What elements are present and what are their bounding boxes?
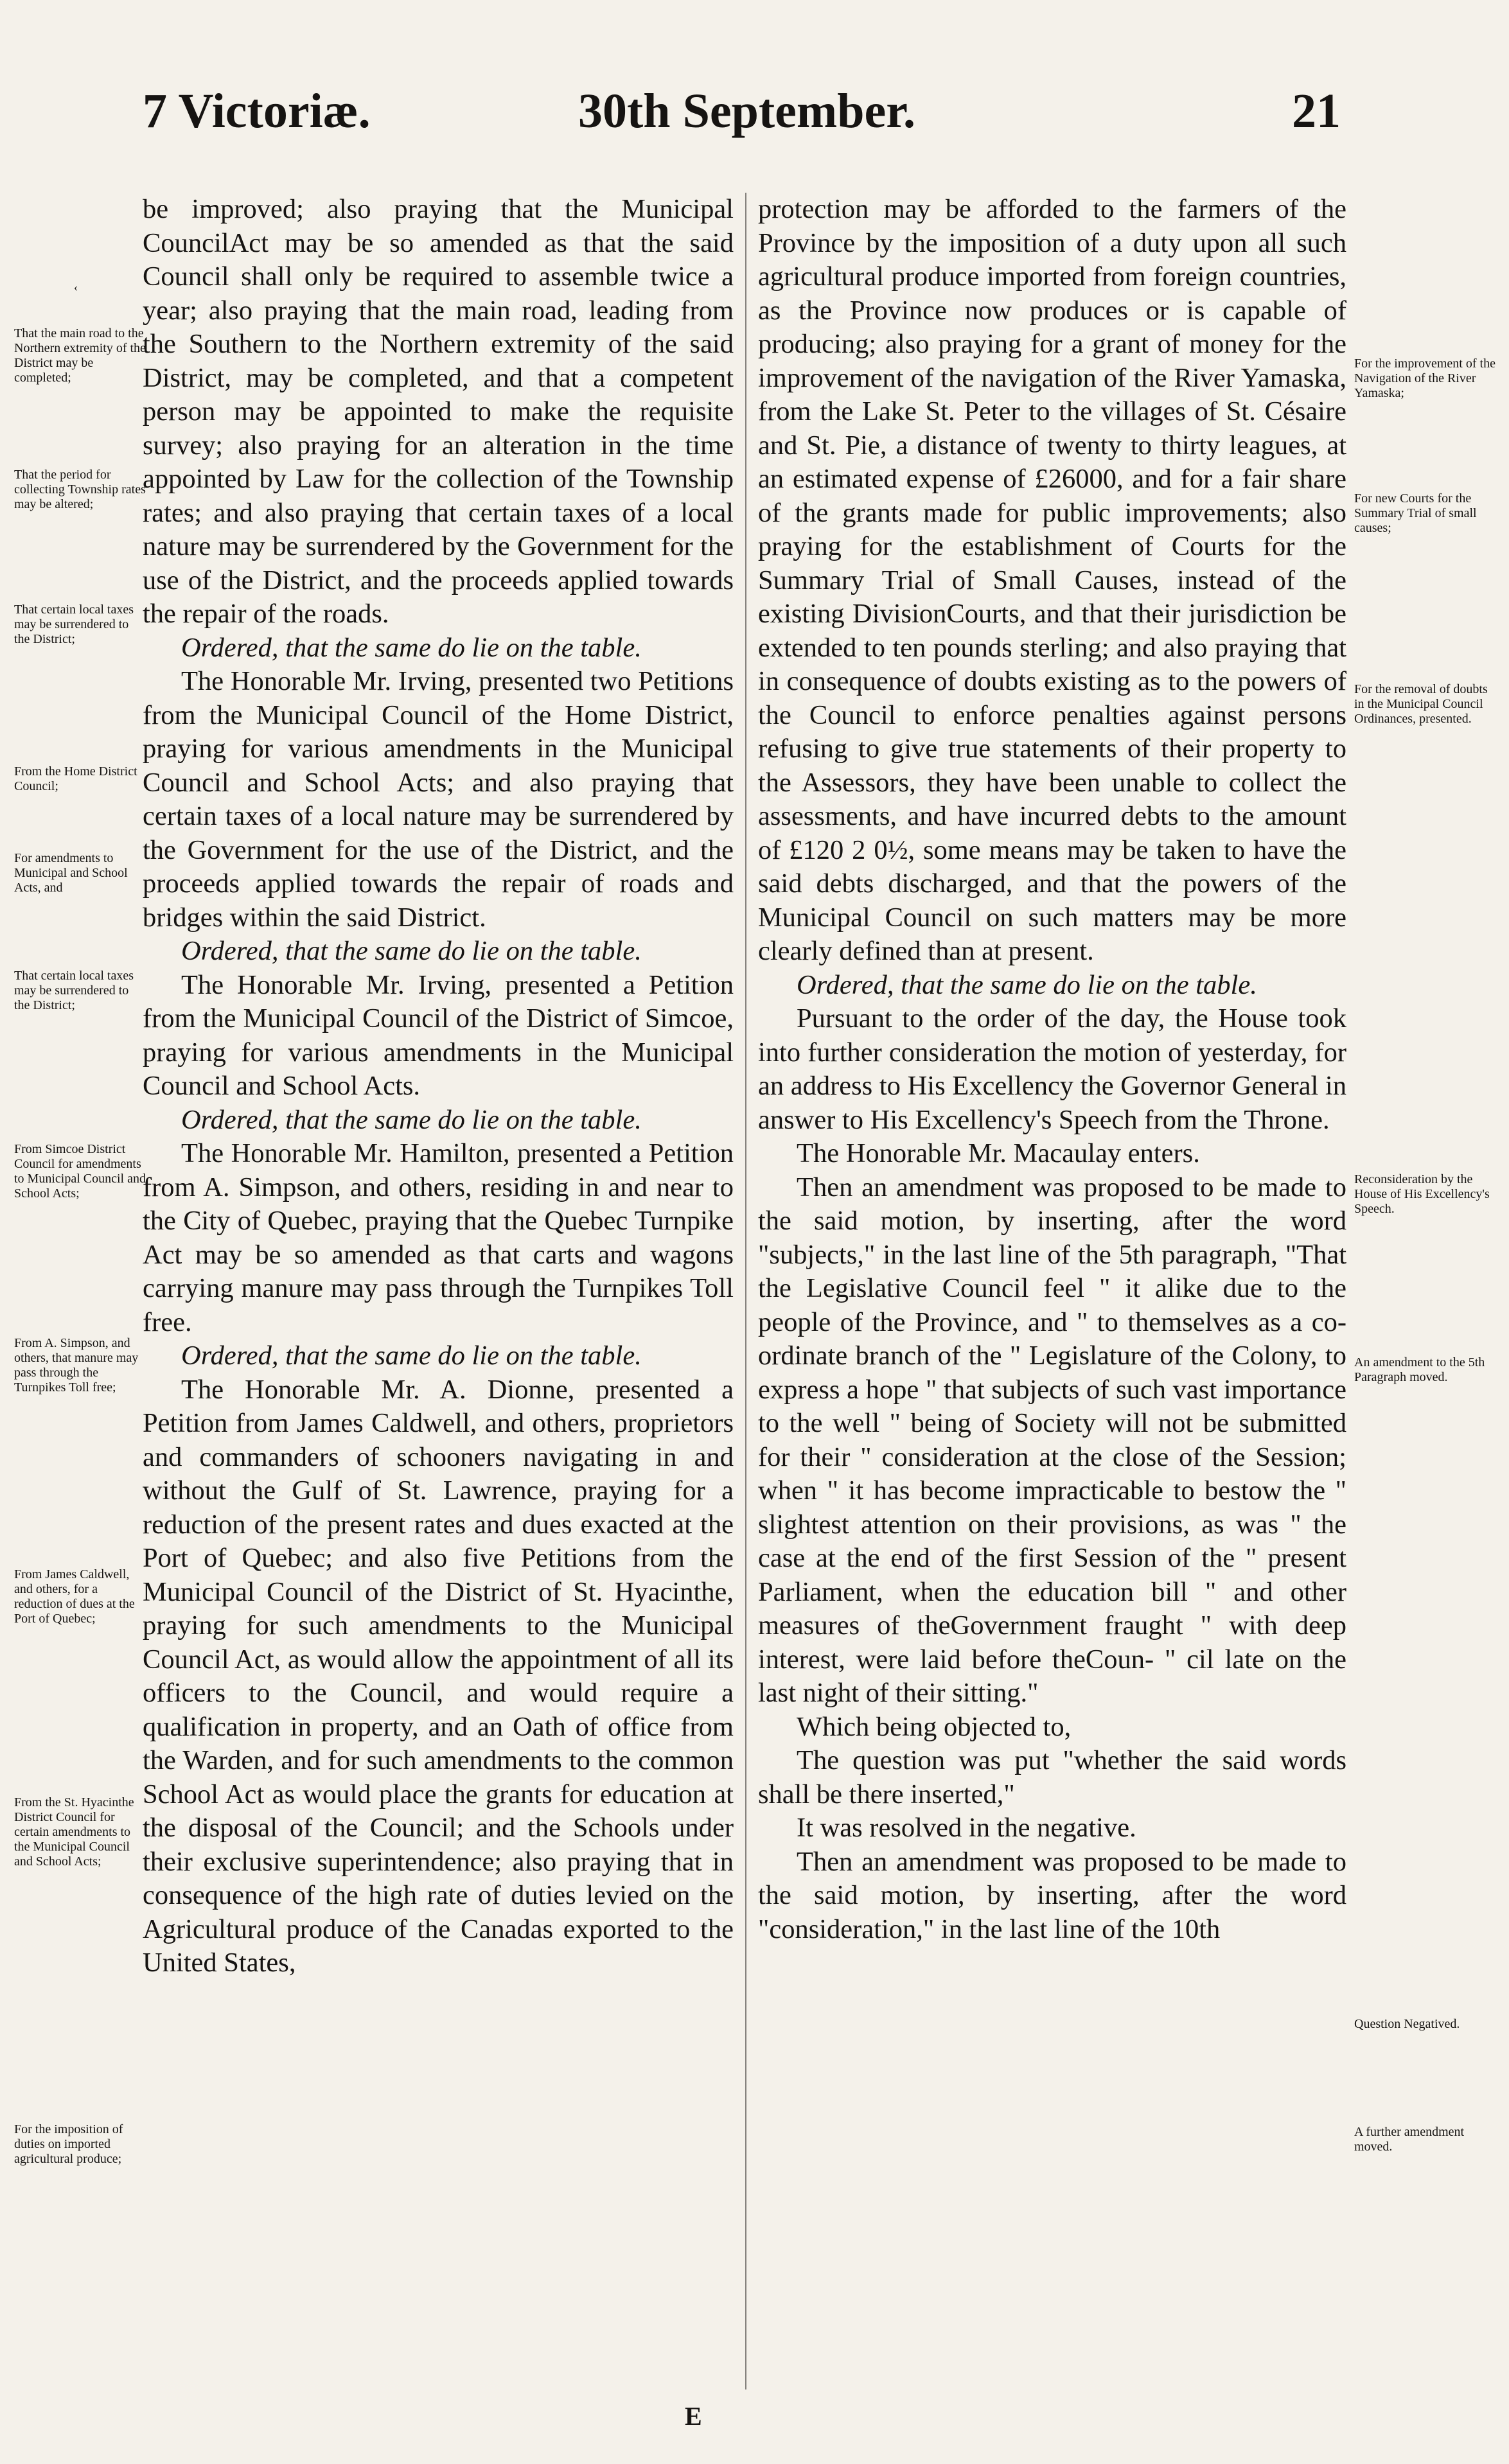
margin-note: From James Caldwell, and others, for a reduction of dues at the Port of Quebec; (14, 1567, 135, 1626)
margin-note: That the main road to the Northern extremity of the District may be completed; (14, 326, 146, 385)
margin-note: For the imposition of duties on imported agricultural produce; (14, 2122, 123, 2166)
paragraph: protection may be afforded to the farmers of the Province by the imposition of a duty upon all such agricultural produce imported from foreign countries, as the Province now produces or is capable of producing; also praying for a grant of money for the improvement of the navigation of the River Yamaska, from the Lake St. Peter to the villages of St. Césaire and St. Pie, a distance of twenty to thirty leagues, at an estimated expense of £26000, and for a fair share of the grants made for public improvements; also praying for the establishment of Courts for the Summary Trial of Small Causes, instead of the existing DivisionCourts, and that their jurisdiction be extended to ten pounds sterling; and also praying that in consequence of doubts existing as to the powers of the Council to enforce penalties against persons refusing to give true statements of their property to the Assessors, they have been unable to collect the assessments, and have incurred debts to the amount of £120 2 0½, some means may be taken to have the said debts discharged, and that the powers of the Municipal Council on such matters may be more clearly defined than at present. (758, 194, 1346, 966)
paragraph: Pursuant to the order of the day, the House took into further consideration the motion of yesterday, for an address to His Excellency the Governor General in answer to His Excellency's Speech from the Throne. (758, 1003, 1346, 1135)
ordered-line: Ordered, that the same do lie on the table. (797, 969, 1257, 1000)
paragraph: The question was put "whether the said words shall be there inserted," (758, 1745, 1346, 1809)
paragraph: Then an amendment was proposed to be made to the said motion, by inserting, after the word "consideration," in the last line of the 10th (758, 1846, 1346, 1944)
margin-note: Question Negatived. (1354, 2017, 1460, 2031)
ordered-line: Ordered, that the same do lie on the table. (181, 1104, 642, 1135)
signature-mark: E (685, 2402, 702, 2431)
paragraph: The Honorable Mr. Hamilton, presented a Petition from A. Simpson, and others, residing in and near to the City of Quebec, praying that the Quebec Turnpike Act may be so amended as that carts and wagons carrying manure may pass through the Turnpikes Toll free. (143, 1138, 734, 1337)
printer-mark: ‹ (74, 281, 78, 294)
right-column (758, 193, 1346, 1946)
margin-note: An amendment to the 5th Paragraph moved. (1354, 1355, 1485, 1384)
paragraph: The Honorable Mr. Macaulay enters. (797, 1138, 1200, 1168)
paragraph: The Honorable Mr. A. Dionne, presented a Petition from James Caldwell, and others, proprietors and commanders of schooners navigating in and without the Gulf of St. Lawrence, praying for a reduction of the present rates and dues exacted at the Port of Quebec; and also five Petitions from the Municipal Council of the District of St. Hyacinthe, praying for such amendments to the Municipal Council Act, as would allow the appointment of all its officers to the Council, and would require a qualification in property, and an Oath of office from the Warden, and for such amendments to the common School Act as would place the grants for education at the disposal of the Council; and the Schools under their exclusive superintendence; also praying that in consequence of the high rate of duties levied on the Agricultural produce of the Canadas exported to the United States, (143, 1374, 734, 1978)
margin-note: Reconsideration by the House of His Excellency's Speech. (1354, 1172, 1490, 1216)
margin-note: That certain local taxes may be surrendered to the District; (14, 969, 134, 1012)
margin-note: That the period for collecting Township rates may be altered; (14, 468, 146, 511)
running-head-date: 30th September. (578, 84, 915, 138)
running-head-regnal-year: 7 Victoriæ. (143, 84, 371, 138)
paragraph: The Honorable Mr. Irving, presented two Petitions from the Municipal Council of the Home District, praying for various amendments in the Municipal Council and School Acts; and also praying that certain taxes of a local nature may be surrendered by the Government for the use of the District, and the proceeds applied towards the repair of roads and bridges within the said District. (143, 666, 734, 933)
margin-note: That certain local taxes may be surrendered to the District; (14, 603, 134, 646)
column-rule (745, 193, 746, 2389)
margin-note: From the St. Hyacinthe District Council for certain amendments to the Municipal Council and School Acts; (14, 1795, 134, 1869)
page-number: 21 (1292, 84, 1341, 138)
paragraph: It was resolved in the negative. (797, 1813, 1136, 1843)
margin-note: For amendments to Municipal and School Acts, and (14, 851, 128, 895)
margin-note: For new Courts for the Summary Trial of small causes; (1354, 491, 1477, 535)
margin-note: For the removal of doubts in the Municipal Council Ordinances, presented. (1354, 682, 1488, 726)
ordered-line: Ordered, that the same do lie on the table. (181, 936, 642, 966)
paragraph: The Honorable Mr. Irving, presented a Petition from the Municipal Council of the District of Simcoe, praying for various amendments in the Municipal Council and School Acts. (143, 969, 734, 1101)
margin-note: A further amendment moved. (1354, 2125, 1465, 2154)
margin-note: From Simcoe District Council for amendments to Municipal Council and School Acts; (14, 1142, 146, 1201)
left-column (143, 193, 734, 1980)
paragraph: be improved; also praying that the Municipal CouncilAct may be so amended as that the said Council shall only be required to assemble twice a year; also praying that the main road, leading from the Southern to the Northern extremity of the said District, may be completed, and that a competent person may be appointed to make the requisite survey; also praying for an alteration in the time appointed by Law for the collection of the Township rates; and also praying that certain taxes of a local nature may be surrendered by the Government for the use of the District, and the proceeds applied towards the repair of the roads. (143, 194, 734, 629)
ordered-line: Ordered, that the same do lie on the table. (181, 1341, 642, 1371)
ordered-line: Ordered, that the same do lie on the table. (181, 632, 642, 663)
paragraph: Then an amendment was proposed to be made to the said motion, by inserting, after the word "subjects," in the last line of the 5th paragraph, "That the Legislative Council feel " it alike due to the people of the Province, and " to themselves as a co-ordinate branch of the " Legislature of the Colony, to express a hope " that subjects of such vast importance to the well " being of Society will not be submitted for their " consideration at the close of the Session; when " it has become impracticable to bestow the " slightest attention on their provisions, as was " the case at the end of the first Session of the " present Parliament, when the education bill " and other measures of theGovernment fraught " with deep interest, were laid before theCoun- " cil late on the last night of their sitting." (758, 1172, 1346, 1708)
margin-note: From A. Simpson, and others, that manure may pass through the Turnpikes Toll free; (14, 1336, 139, 1395)
margin-note: For the improvement of the Navigation of the River Yamaska; (1354, 356, 1496, 400)
margin-note: From the Home District Council; (14, 764, 137, 793)
paragraph: Which being objected to, (797, 1711, 1072, 1742)
